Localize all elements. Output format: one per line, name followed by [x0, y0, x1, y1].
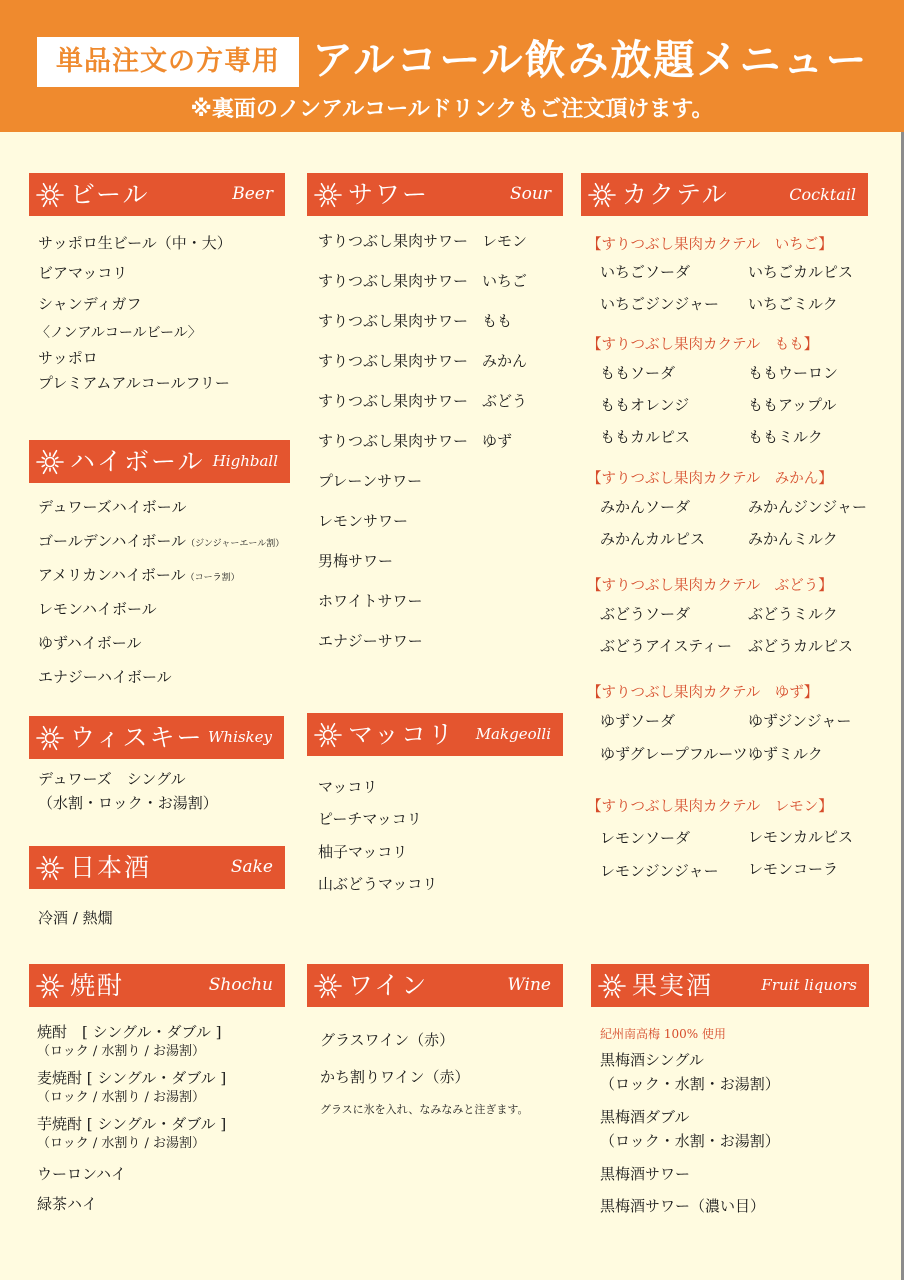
menu-item [38, 667, 172, 687]
section-header-highball [29, 440, 290, 483]
menu-item [38, 497, 187, 517]
item-name: すりつぶし果肉サワー [318, 272, 469, 290]
menu-item: ぶどうカルピス [748, 637, 854, 655]
menu-item: 柚子マッコリ [318, 843, 408, 861]
menu-item [318, 431, 513, 451]
menu-item: みかんミルク [748, 530, 838, 548]
section-title-jp: サワー [348, 180, 430, 209]
menu-item [38, 531, 284, 554]
menu-item: ゆずグレープフルーツ [600, 745, 748, 763]
menu-item: レモンジンジャー [600, 862, 719, 880]
menu-item: 黒梅酒サワー [600, 1165, 691, 1183]
menu-item: みかんソーダ [600, 498, 691, 516]
section-title-en: Sour [510, 184, 551, 204]
menu-item [38, 565, 240, 588]
item-flavor: いちご [482, 272, 528, 290]
page-title: アルコール飲み放題メニュー [312, 36, 869, 84]
item-name: すりつぶし果肉サワー [318, 432, 469, 450]
menu-item: 黒梅酒サワー（濃い目） [600, 1197, 766, 1215]
starburst-icon [35, 180, 65, 210]
menu-item: ももアップル [748, 396, 837, 414]
item-name: ゆずハイボール [38, 634, 142, 652]
section-header-shochu [29, 964, 285, 1007]
item-flavor: みかん [482, 352, 528, 370]
menu-subheading: 〈ノンアルコールビール〉 [36, 325, 202, 341]
menu-item: ぶどうミルク [748, 605, 838, 623]
menu-item: ももソーダ [600, 364, 676, 382]
menu-item-sub: （水割・ロック・お湯割） [38, 794, 218, 812]
menu-item: ウーロンハイ [37, 1165, 126, 1183]
menu-item: ピーチマッコリ [318, 810, 422, 828]
menu-item: 黒梅酒ダブル [600, 1108, 690, 1126]
section-title-jp: ウィスキー [70, 723, 204, 752]
section-title-en: Shochu [208, 975, 273, 995]
menu-note: 紀州南高梅 100% 使用 [600, 1027, 726, 1041]
menu-item-sub: （ロック・水割・お湯割） [600, 1132, 780, 1150]
menu-item: みかんカルピス [600, 530, 706, 548]
item-flavor: レモン [482, 232, 528, 250]
menu-item: マッコリ [318, 778, 378, 796]
menu-item: 男梅サワー [318, 552, 394, 570]
menu-item: かち割りワイン（赤） [320, 1068, 470, 1086]
item-name: すりつぶし果肉サワー [318, 392, 469, 410]
menu-item: 冷酒 / 熱燗 [38, 909, 113, 927]
starburst-icon [587, 180, 617, 210]
section-title-jp: マッコリ [348, 720, 456, 749]
item-name: すりつぶし果肉サワー [318, 312, 469, 330]
section-title-jp: ワイン [348, 971, 429, 1000]
item-name: デュワーズハイボール [38, 498, 187, 516]
menu-item: ももカルピス [600, 428, 691, 446]
item-name: アメリカンハイボール [38, 566, 186, 584]
menu-item: ももミルク [748, 428, 823, 446]
section-title-jp: 果実酒 [632, 971, 714, 1000]
starburst-icon [35, 971, 65, 1001]
section-header-cocktail [581, 173, 868, 216]
header-badge: 単品注文の方専用 [37, 37, 299, 87]
menu-item: 緑茶ハイ [37, 1195, 98, 1213]
menu-item: ゆずソーダ [600, 712, 676, 730]
section-title-jp: ハイボール [70, 447, 205, 476]
menu-note: グラスに氷を入れ、なみなみと注ぎます。 [320, 1103, 529, 1116]
menu-item: ゆずミルク [748, 745, 823, 763]
starburst-icon [35, 447, 65, 477]
menu-item: プレミアムアルコールフリー [38, 374, 230, 392]
menu-item: ホワイトサワー [318, 592, 423, 610]
section-title-jp: 焼酎 [70, 971, 125, 1000]
menu-item: ビアマッコリ [38, 264, 128, 282]
menu-item: 芋焼酎 [ シングル・ダブル ] [37, 1115, 227, 1133]
menu-item: レモンカルピス [748, 828, 854, 846]
header-subtitle: ※裏面のノンアルコールドリンクもご注文頂けます。 [190, 97, 714, 122]
menu-item: ももウーロン [748, 364, 839, 382]
menu-item: プレーンサワー [318, 472, 423, 490]
menu-item: 山ぶどうマッコリ [318, 875, 438, 893]
starburst-icon [35, 853, 65, 883]
cocktail-group-heading: 【すりつぶし果肉カクテル ぶどう】 [587, 578, 833, 594]
menu-item: みかんジンジャー [748, 498, 867, 516]
section-title-en: Beer [232, 184, 273, 204]
item-name: エナジーハイボール [38, 668, 172, 686]
menu-item: ぶどうソーダ [600, 605, 691, 623]
starburst-icon [313, 180, 343, 210]
section-header-whiskey [29, 716, 284, 759]
menu-item-sub: （ロック / 水割り / お湯割） [37, 1044, 206, 1059]
menu-item [318, 271, 528, 291]
menu-item-sub: （ロック / 水割り / お湯割） [37, 1090, 206, 1105]
item-name: ゴールデンハイボール [38, 532, 187, 550]
menu-item: サッポロ [38, 349, 98, 367]
menu-item: 焼酎 [ シングル・ダブル ] [37, 1023, 222, 1041]
menu-item-sub: （ロック / 水割り / お湯割） [37, 1136, 206, 1151]
item-name: レモンハイボール [38, 600, 157, 618]
menu-item [318, 351, 528, 371]
starburst-icon [313, 971, 343, 1001]
cocktail-group-heading: 【すりつぶし果肉カクテル レモン】 [587, 799, 833, 815]
item-flavor: ぶどう [482, 392, 528, 410]
menu-item: エナジーサワー [318, 632, 423, 650]
section-header-wine [307, 964, 563, 1007]
section-title-en: Cocktail [789, 185, 856, 204]
menu-item: シャンディガフ [38, 295, 142, 313]
menu-item [318, 311, 513, 331]
menu-item [38, 599, 157, 619]
item-note: （ジンジャーエール割） [186, 539, 285, 549]
section-title-en: Highball [212, 452, 278, 470]
menu-item: いちごミルク [748, 295, 838, 313]
menu-item: 黒梅酒シングル [600, 1051, 704, 1069]
cocktail-group-heading: 【すりつぶし果肉カクテル もも】 [587, 337, 819, 353]
menu-item: レモンソーダ [600, 829, 691, 847]
menu-item: レモンサワー [318, 512, 409, 530]
section-title-en: Sake [230, 857, 273, 877]
section-title-jp: ビール [70, 180, 150, 209]
menu-item: レモンコーラ [748, 860, 839, 878]
menu-item-sub: （ロック・水割・お湯割） [600, 1075, 780, 1093]
item-name: すりつぶし果肉サワー [318, 352, 469, 370]
section-header-fruit-liquors [591, 964, 869, 1007]
item-flavor: もも [482, 312, 513, 330]
menu-item: サッポロ生ビール（中・大） [38, 234, 232, 252]
starburst-icon [597, 971, 627, 1001]
section-header-sour [307, 173, 563, 216]
section-title-en: Whiskey [207, 728, 272, 746]
item-note: （コーラ割） [185, 573, 240, 583]
section-header-makgeolli [307, 713, 563, 756]
section-title-en: Fruit liquors [761, 976, 857, 994]
section-title-jp: 日本酒 [70, 853, 152, 882]
menu-item [318, 391, 528, 411]
menu-item: いちごカルピス [748, 263, 854, 281]
menu-item [318, 231, 528, 251]
menu-item: いちごジンジャー [600, 295, 719, 313]
starburst-icon [35, 723, 65, 753]
menu-item: ぶどうアイスティー [600, 637, 733, 655]
menu-item: グラスワイン（赤） [320, 1031, 455, 1049]
menu-item: 麦焼酎 [ シングル・ダブル ] [37, 1069, 227, 1087]
menu-item: ももオレンジ [600, 396, 690, 414]
menu-item: いちごソーダ [600, 263, 691, 281]
cocktail-group-heading: 【すりつぶし果肉カクテル みかん】 [587, 471, 833, 487]
section-header-beer [29, 173, 285, 216]
section-header-sake [29, 846, 285, 889]
menu-item: ゆずジンジャー [748, 712, 852, 730]
item-flavor: ゆず [482, 432, 513, 450]
cocktail-group-heading: 【すりつぶし果肉カクテル ゆず】 [587, 685, 819, 701]
section-title-jp: カクテル [622, 180, 729, 209]
header-banner [0, 0, 904, 132]
menu-item: デュワーズ シングル [38, 770, 186, 788]
section-title-en: Makgeolli [475, 725, 551, 743]
starburst-icon [313, 720, 343, 750]
section-title-en: Wine [507, 975, 551, 995]
item-name: すりつぶし果肉サワー [318, 232, 469, 250]
menu-item [38, 633, 142, 653]
cocktail-group-heading: 【すりつぶし果肉カクテル いちご】 [587, 237, 833, 253]
